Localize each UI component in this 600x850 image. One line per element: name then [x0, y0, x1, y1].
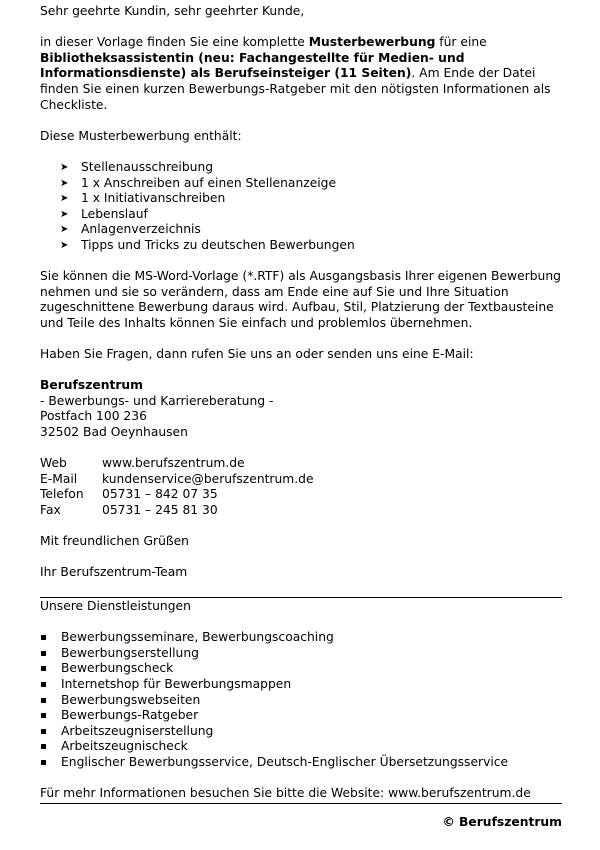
contact-label-email: E-Mail	[40, 471, 78, 486]
contents-heading: Diese Musterbewerbung enthält:	[40, 128, 242, 143]
contents-list-item-label: 1 x Anschreiben auf einen Stellenanzeige	[81, 175, 337, 190]
services-list	[40, 630, 562, 770]
contents-list-item-label: Anlagenverzeichnis	[81, 222, 201, 237]
arrowhead-icon: ➤	[60, 177, 69, 189]
questions-text: Haben Sie Fragen, dann rufen Sie uns an oder senden uns eine E-Mail:	[40, 347, 474, 362]
template-note: Sie können die MS-Word-Vorlage (*.RTF) als Ausgangsbasis Ihrer eigenen Bewerbung nehmen und sie so verändern, dass am Ende eine auf Sie und Ihre Situation zugeschnittene Bewerbung daraus wird. Aufbau, Stil, Platzierung der Textbausteine und Teile des Inhalts können Sie einfach und problemlos übernehmen.	[40, 269, 561, 330]
contact-label-phone: Telefon	[40, 487, 84, 502]
contact-table	[40, 456, 562, 518]
contact-phone-value: 05731 – 842 07 35	[102, 487, 218, 502]
contact-label-fax: Fax	[40, 503, 61, 517]
contents-list-item-label: 1 x Initiativanschreiben	[81, 191, 226, 206]
services-list-item-label: Bewerbungserstellung	[61, 645, 199, 660]
services-list-item-label: Bewerbungscheck	[61, 661, 174, 676]
contents-list-item-label: Lebenslauf	[81, 206, 148, 221]
square-bullet-icon	[41, 744, 46, 749]
contents-list	[40, 160, 562, 254]
services-list-item	[40, 755, 562, 771]
services-list-item-label: Bewerbungs-Ratgeber	[61, 708, 199, 723]
services-list-item-label: Bewerbungswebseiten	[61, 692, 201, 707]
services-list-item-label: Arbeitszeugniserstellung	[61, 723, 214, 738]
services-list-item	[40, 708, 562, 724]
company-address-line2: 32502 Bad Oeynhausen	[40, 425, 188, 440]
contents-list-item-label: Tipps und Tricks zu deutschen Bewerbungen	[81, 237, 355, 252]
contents-list-item	[60, 191, 562, 207]
square-bullet-icon	[41, 651, 46, 656]
contact-label-web: Web	[40, 456, 67, 471]
contact-web-link[interactable]: www.berufszentrum.de	[102, 456, 245, 471]
contents-list-item	[60, 222, 562, 238]
square-bullet-icon	[41, 635, 46, 640]
services-list-item-label: Internetshop für Bewerbungsmappen	[61, 676, 292, 691]
services-list-item	[40, 739, 562, 755]
square-bullet-icon	[41, 729, 46, 734]
company-name-text: Berufszentrum	[40, 378, 143, 393]
square-bullet-icon	[41, 698, 46, 703]
contents-list-item	[60, 176, 562, 192]
intro-paragraph	[40, 35, 562, 113]
company-tagline: - Bewerbungs- und Karriereberatung -	[40, 393, 274, 408]
square-bullet-icon	[41, 713, 46, 718]
arrowhead-icon: ➤	[60, 224, 69, 236]
services-list-item	[40, 693, 562, 709]
intro-text-before: in dieser Vorlage finden Sie eine komplette	[40, 35, 309, 50]
more-info-block	[40, 786, 562, 804]
company-address-line1: Postfach 100 236	[40, 409, 147, 424]
contents-list-item-label: Stellenausschreibung	[81, 159, 214, 174]
intro-text-after: . Am Ende der Datei finden Sie einen kurzen Bewerbungs-Ratgeber mit den nötigsten Informationen als Checkliste.	[40, 66, 551, 112]
services-list-item	[40, 724, 562, 740]
greeting: Sehr geehrte Kundin, sehr geehrter Kunde,	[40, 4, 305, 18]
intro-text-mid: für eine	[435, 35, 487, 50]
services-list-item-label: Englischer Bewerbungsservice, Deutsch-Englischer Übersetzungsservice	[61, 754, 509, 769]
services-list-item-label: Arbeitszeugnischeck	[61, 739, 188, 754]
arrowhead-icon: ➤	[60, 193, 69, 205]
closing: Mit freundlichen Grüßen	[40, 534, 189, 549]
company-name	[40, 378, 562, 394]
services-list-item	[40, 646, 562, 662]
arrowhead-icon: ➤	[60, 161, 69, 173]
services-divider	[40, 597, 562, 615]
contact-fax-value: 05731 – 245 81 30	[102, 503, 218, 517]
services-list-item	[40, 677, 562, 693]
contents-list-item	[60, 160, 562, 176]
square-bullet-icon	[41, 760, 46, 765]
arrowhead-icon: ➤	[60, 208, 69, 220]
services-list-item-label: Bewerbungsseminare, Bewerbungscoaching	[61, 630, 334, 645]
more-info-text: Für mehr Informationen besuchen Sie bitte die Website: www.berufszentrum.de	[40, 786, 531, 801]
contents-list-item	[60, 238, 562, 254]
services-list-item	[40, 661, 562, 677]
square-bullet-icon	[41, 682, 46, 687]
services-list-item	[40, 630, 562, 646]
document-page	[40, 4, 562, 830]
arrowhead-icon: ➤	[60, 239, 69, 251]
services-heading: Unsere Dienstleistungen	[40, 598, 191, 613]
square-bullet-icon	[41, 666, 46, 671]
intro-bold-title: Musterbewerbung	[308, 35, 436, 50]
contact-email-link[interactable]: kundenservice@berufszentrum.de	[102, 471, 314, 486]
intro-bold-position: Bibliotheksassistentin (neu: Fachangestellte für Medien- und Informationsdienste) als Berufseinsteiger (11 Seiten)	[40, 50, 465, 81]
contents-list-item	[60, 207, 562, 223]
copyright: © Berufszentrum	[442, 814, 562, 829]
signature: Ihr Berufszentrum-Team	[40, 565, 188, 580]
